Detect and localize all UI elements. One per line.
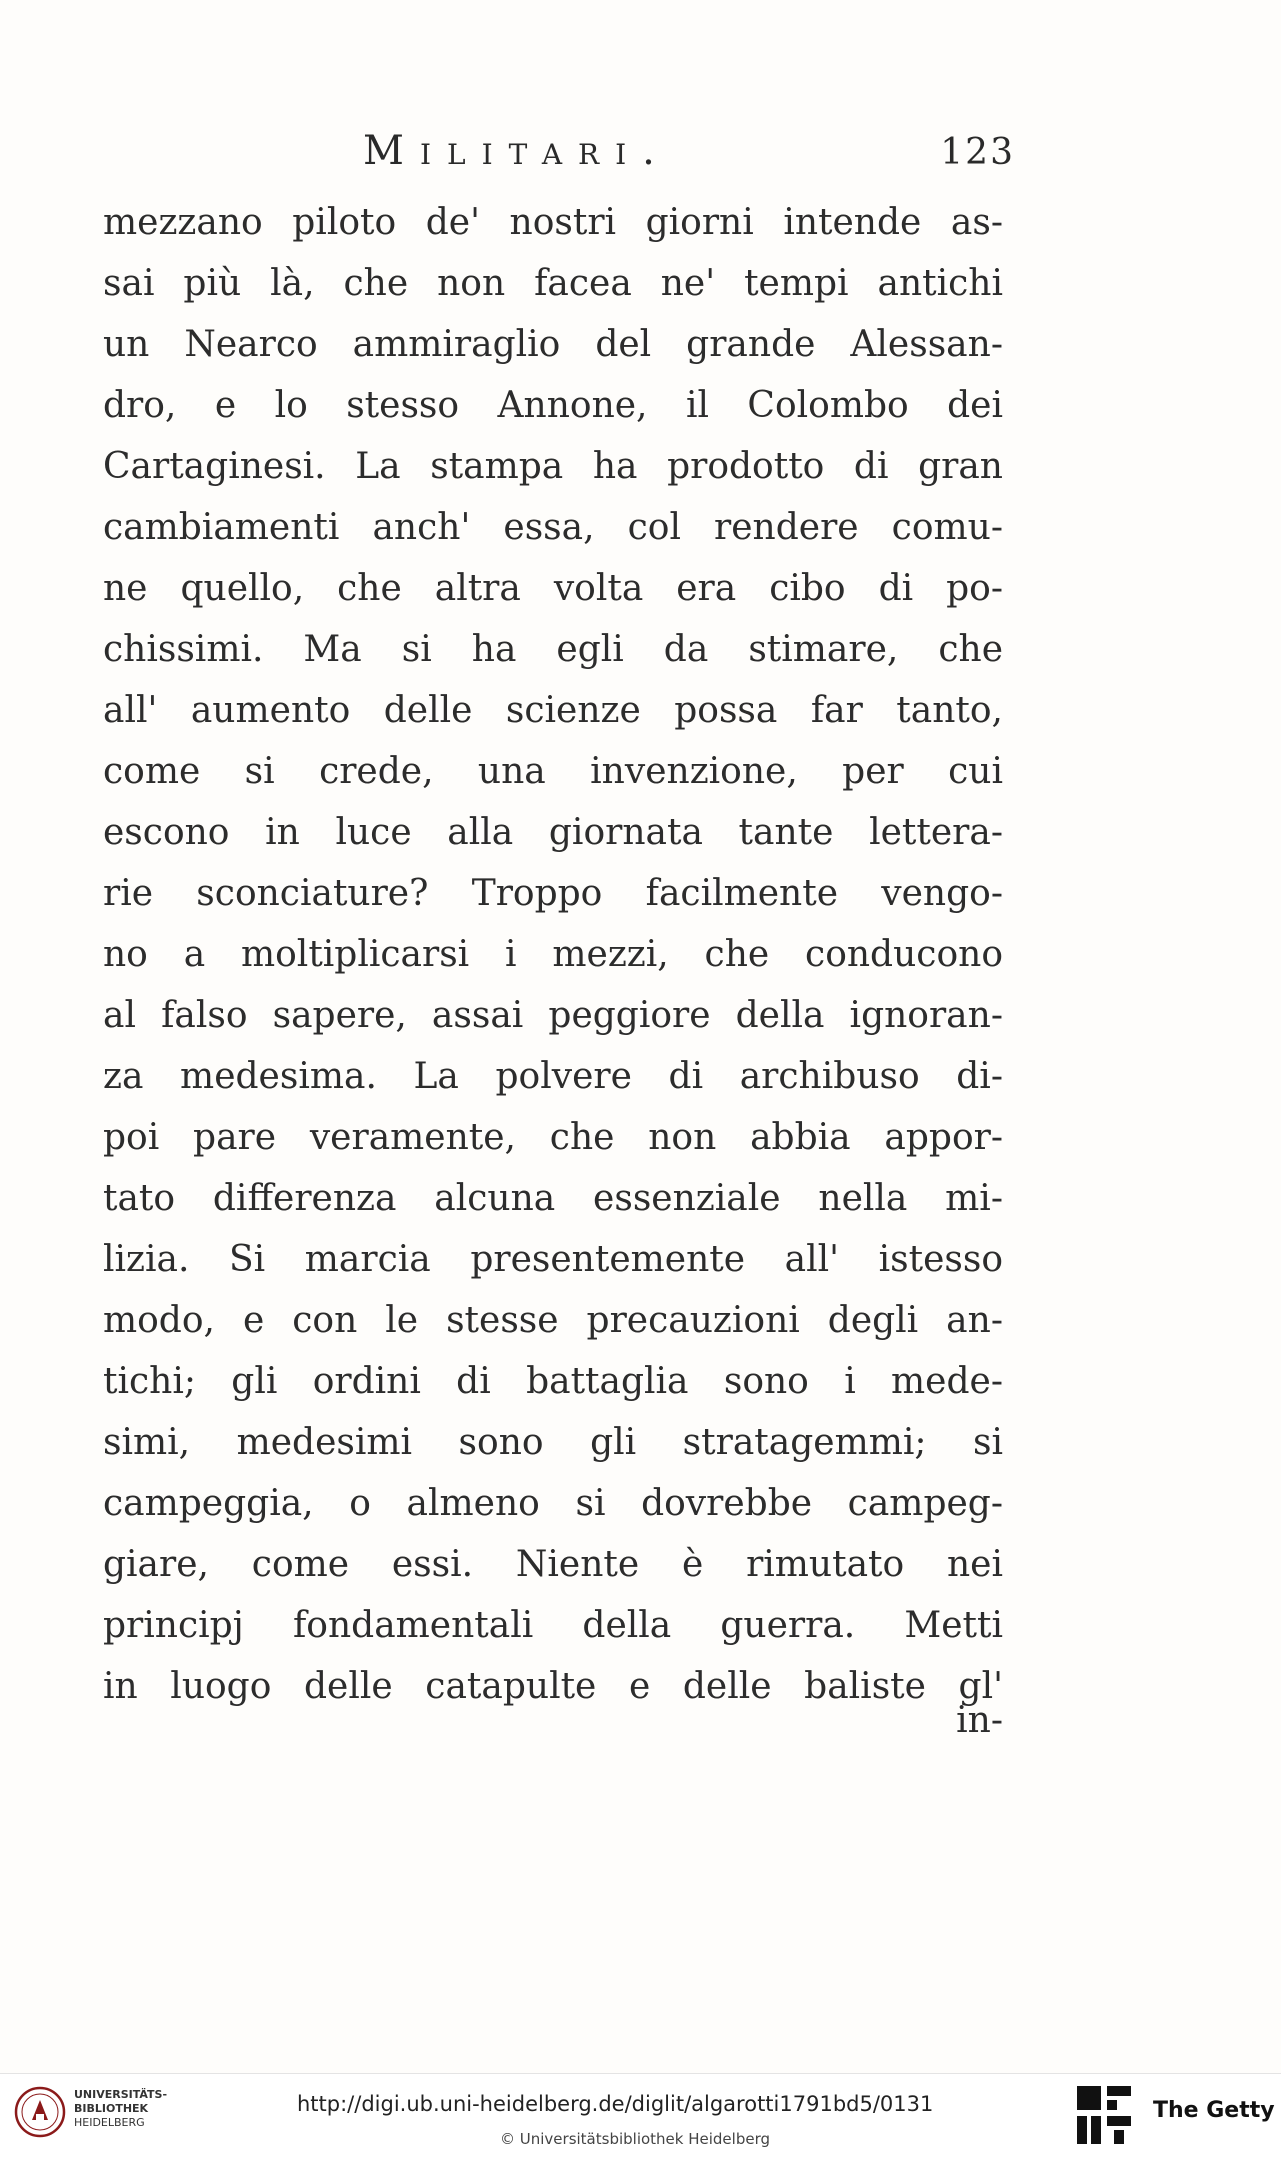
text-line: all' aumento delle scienze possa far tanto, [103,690,1003,731]
text-line: in luogo delle catapulte e delle baliste gl' [103,1666,1003,1707]
text-line: simi, medesimi sono gli stratagemmi; si [103,1422,1003,1463]
text-line: campeggia, o almeno si dovrebbe campeg- [103,1483,1003,1524]
text-line: cambiamenti anch' essa, col rendere comu- [103,507,1003,548]
text-line: ne quello, che altra volta era cibo di po- [103,568,1003,609]
text-line: Cartaginesi. La stampa ha prodotto di gran [103,446,1003,487]
getty-logo-icon [1075,2084,1133,2146]
text-line: no a moltiplicarsi i mezzi, che conducono [103,934,1003,975]
body-text [103,192,1003,1717]
text-line: dro, e lo stesso Annone, il Colombo dei [103,385,1003,426]
text-line: principj fondamentali della guerra. Metti [103,1605,1003,1646]
page-number: 123 [940,132,1015,173]
library-name-line-3: HEIDELBERG [74,2116,145,2129]
catchword: in- [956,1700,1003,1741]
library-name-line-1: UNIVERSITÄTS- [74,2088,168,2101]
library-name-line-2: BIBLIOTHEK [74,2102,149,2115]
text-line: rie sconciature? Troppo facilmente vengo- [103,873,1003,914]
text-line: poi pare veramente, che non abbia appor- [103,1117,1003,1158]
library-name [74,2088,167,2130]
running-head: Militari. [363,128,671,174]
permalink-url[interactable]: http://digi.ub.uni-heidelberg.de/diglit/algarotti1791bd5/0131 [297,2092,934,2116]
text-line: za medesima. La polvere di archibuso di- [103,1056,1003,1097]
heidelberg-seal-icon [14,2086,66,2138]
partner-name: The Getty [1153,2098,1275,2123]
text-line: chissimi. Ma si ha egli da stimare, che [103,629,1003,670]
text-line: giare, come essi. Niente è rimutato nei [103,1544,1003,1585]
footer-bar [0,2073,1281,2158]
page-header [363,128,1015,188]
text-line: al falso sapere, assai peggiore della ignoran- [103,995,1003,1036]
text-line: escono in luce alla giornata tante lettera- [103,812,1003,853]
text-line: tato differenza alcuna essenziale nella mi- [103,1178,1003,1219]
text-line: come si crede, una invenzione, per cui [103,751,1003,792]
text-line: tichi; gli ordini di battaglia sono i mede- [103,1361,1003,1402]
text-line: sai più là, che non facea ne' tempi antichi [103,263,1003,304]
text-line: mezzano piloto de' nostri giorni intende as- [103,202,1003,243]
copyright-notice: © Universitätsbibliothek Heidelberg [500,2130,771,2148]
text-line: lizia. Si marcia presentemente all' istesso [103,1239,1003,1280]
text-line: modo, e con le stesse precauzioni degli an- [103,1300,1003,1341]
text-line: un Nearco ammiraglio del grande Alessan- [103,324,1003,365]
